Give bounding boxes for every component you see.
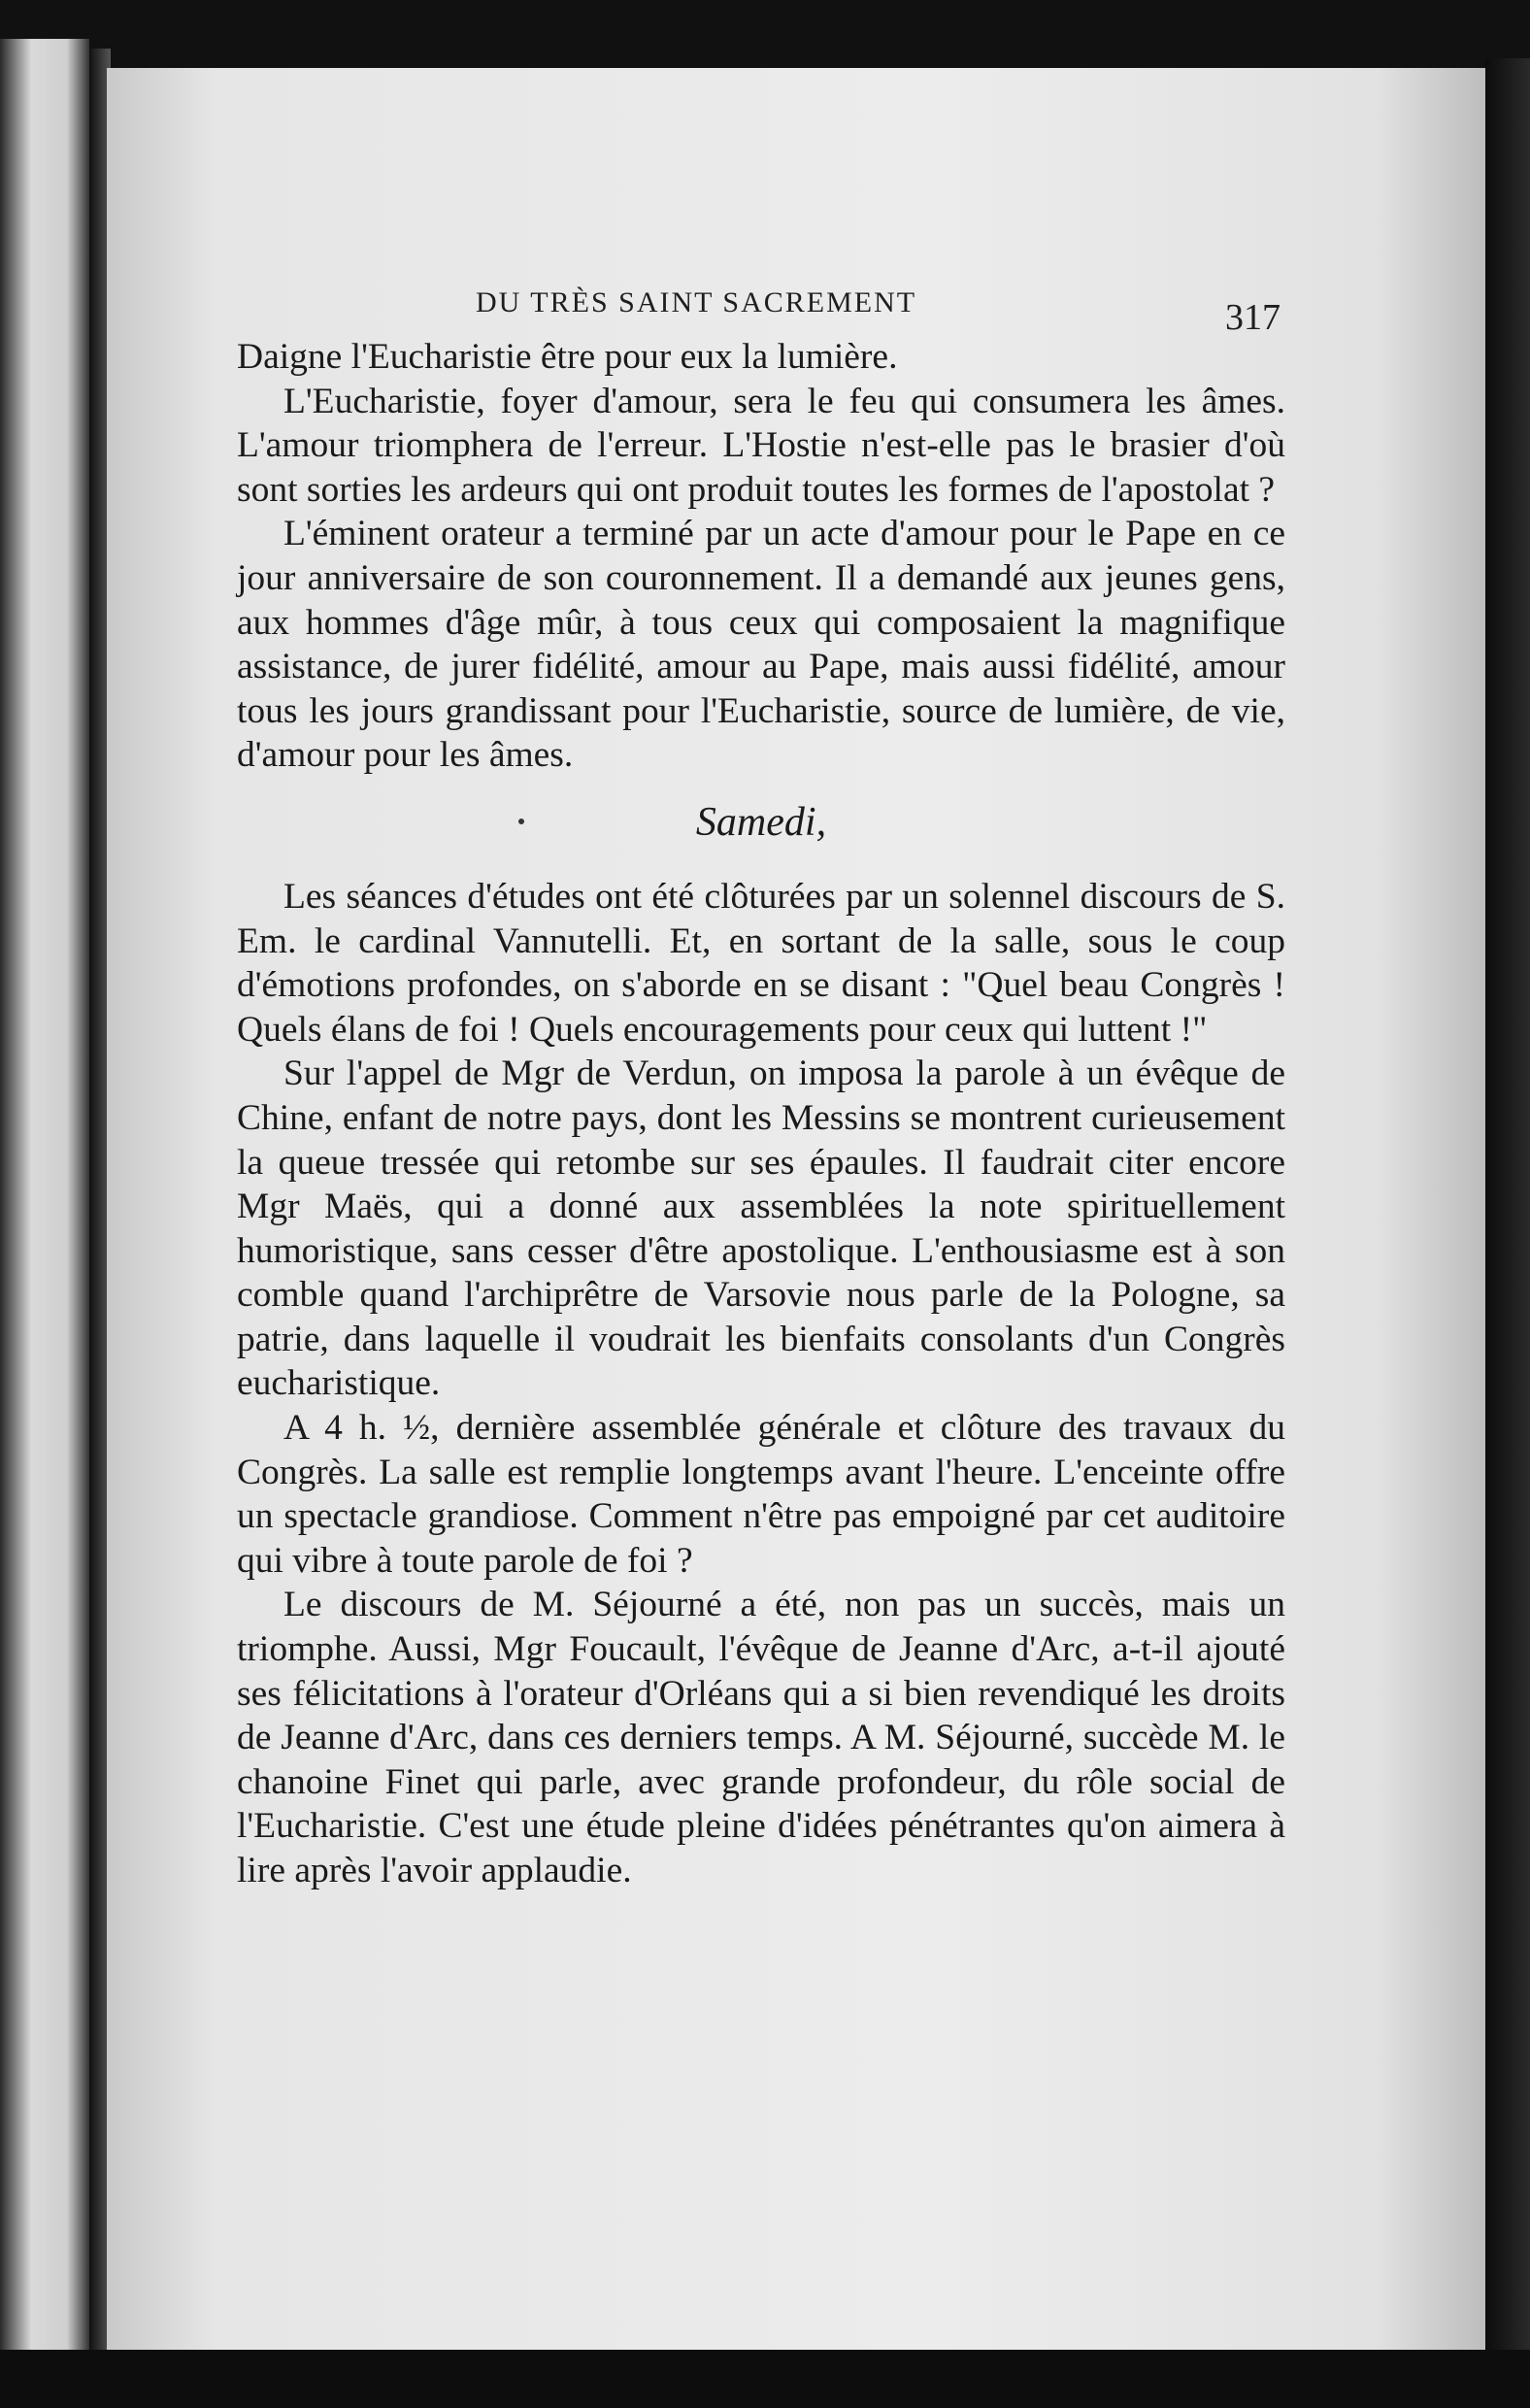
paragraph-6: A 4 h. ½, dernière assemblée générale et clôture des travaux du Congrès. La salle est remplie longtemps avant l'heure. L'enceinte offre un spectacle grandiose. Comment n'être pas empoigné par cet auditoire qui vibre à toute parole de foi ? <box>237 1408 1285 1581</box>
paragraph-2: L'Eucharistie, foyer d'amour, sera le feu qui consumera les âmes. L'amour triomphera de l'erreur. L'Hostie n'est-elle pas le brasier d'où sont sorties les ardeurs qui ont produit toutes les formes de l'apostolat ? <box>237 381 1285 510</box>
bottom-edge <box>0 2350 1530 2408</box>
heading-bullet <box>518 819 524 824</box>
left-page-edge <box>0 39 89 2350</box>
right-page-edge <box>1485 58 1530 2369</box>
paragraph-7: Le discours de M. Séjourné a été, non pas un succès, mais un triomphe. Aussi, Mgr Foucault, l'évêque de Jeanne d'Arc, a-t-il ajouté ses félicitations à l'orateur d'Orléans qui a si bien revendiqué les droits de Jeanne d'Arc, dans ces derniers temps. A M. Séjourné, succède M. le chanoine Finet qui parle, avec grande profondeur, du rôle social de l'Eucharistie. C'est une étude pleine d'idées pénétrantes qu'on aimera à lire après l'avoir applaudie. <box>237 1585 1285 1890</box>
paragraph-4: Les séances d'études ont été clôturées par un solennel discours de S. Em. le cardinal Vannutelli. Et, en sortant de la salle, sous le coup d'émotions profondes, on s'aborde en se disant : "Quel beau Congrès ! Quels élans de foi ! Quels encouragements pour ceux qui luttent !" <box>237 876 1285 1050</box>
paragraph-1: Daigne l'Eucharistie être pour eux la lumière. <box>237 337 898 377</box>
page-number: 317 <box>1225 297 1281 338</box>
section-heading-text: Samedi, <box>695 799 827 845</box>
paragraph-5: Sur l'appel de Mgr de Verdun, on imposa la parole à un évêque de Chine, enfant de notre pays, dont les Messins se montrent curieusement la queue tressée qui retombe sur ses épaules. Il faudrait citer encore Mgr Maës, qui a donné aux assemblées la note spirituellement humoristique, sans cesser d'être apostolique. L'enthousiasme est à son comble quand l'archiprêtre de Varsovie nous parle de la Pologne, sa patrie, dans laquelle il voudrait les bienfaits consolants d'un Congrès eucharistique. <box>237 1054 1285 1404</box>
running-header: DU TRÈS SAINT SACREMENT <box>476 286 917 318</box>
section-heading <box>237 793 1285 852</box>
body-text <box>237 335 1285 1893</box>
paragraph-3: L'éminent orateur a terminé par un acte d'amour pour le Pape en ce jour anniversaire de son couronnement. Il a demandé aux jeunes gens, aux hommes d'âge mûr, à tous ceux qui composaient la magnifique assistance, de jurer fidélité, amour au Pape, mais aussi fidélité, amour tous les jours grandissant pour l'Eucharistie, source de lumière, de vie, d'amour pour les âmes. <box>237 514 1285 776</box>
